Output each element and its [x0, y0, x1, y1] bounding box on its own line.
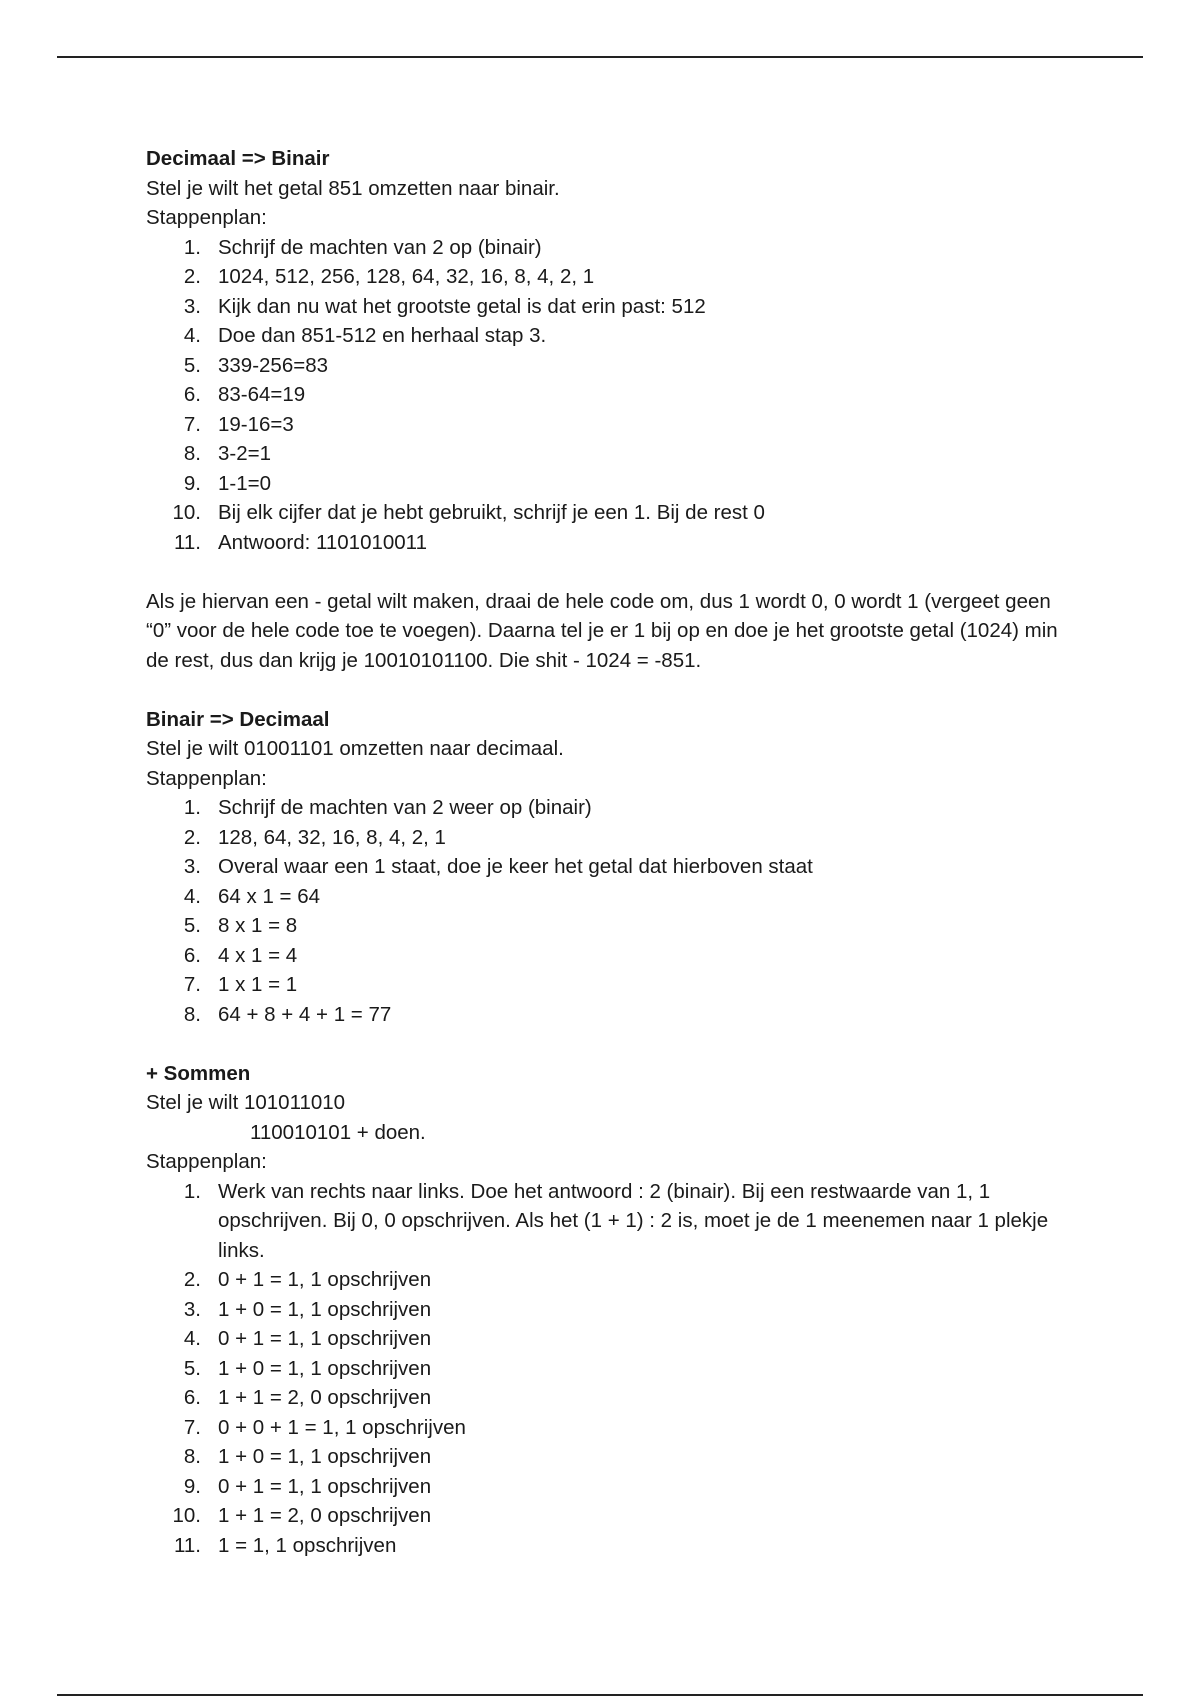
list-item	[146, 1354, 1076, 1384]
list-text: 3-2=1	[218, 442, 272, 465]
list-text: 0 + 0 + 1 = 1, 1 opschrijven	[218, 1415, 466, 1439]
list-number: 1.	[183, 796, 201, 819]
steps-label: Stappenplan:	[146, 766, 267, 790]
list-item	[146, 1000, 1076, 1030]
list-item	[146, 823, 1076, 853]
list-text: 83-64=19	[218, 383, 306, 406]
list-number: 11.	[174, 530, 201, 554]
steps-label: Stappenplan:	[146, 206, 267, 229]
list-number: 3.	[183, 855, 201, 878]
list-text: 0 + 1 = 1, 1 opschrijven	[218, 1268, 432, 1291]
list-number: 6.	[183, 383, 201, 406]
list-number: 5.	[183, 914, 201, 937]
list-number: 8.	[183, 1445, 201, 1468]
list-number: 4.	[183, 1327, 201, 1350]
list-item	[146, 1383, 1076, 1413]
list-number: 5.	[183, 353, 201, 377]
list-number: 4.	[183, 884, 201, 908]
list-number: 3.	[183, 294, 201, 318]
list-text: 1 + 0 = 1, 1 opschrijven	[218, 1297, 432, 1321]
list-text: Bij elk cijfer dat je hebt gebruikt, schrijf je een 1. Bij de rest 0	[218, 501, 765, 524]
list-item	[146, 351, 1076, 381]
spacer	[146, 675, 1076, 705]
list-number: 1.	[183, 1179, 201, 1203]
list-text: 64 x 1 = 64	[218, 884, 321, 908]
list-item	[146, 1324, 1076, 1354]
list-text: Antwoord: 1101010011	[218, 530, 427, 554]
steps-list-binary-to-decimal	[146, 793, 1076, 1029]
list-item	[146, 439, 1076, 469]
steps-list-addition	[146, 1177, 1076, 1561]
list-number: 10.	[172, 501, 201, 524]
section-intro: Stel je wilt het getal 851 omzetten naar binair.	[146, 176, 560, 200]
list-text: 19-16=3	[218, 412, 294, 436]
list-item	[146, 793, 1076, 823]
list-number: 7.	[183, 973, 201, 996]
list-item	[146, 498, 1076, 528]
list-number: 1.	[183, 235, 201, 259]
section-heading-addition: + Sommen	[146, 1061, 251, 1085]
list-number: 10.	[172, 1504, 201, 1527]
section-intro-line-1: Stel je wilt 101011010	[146, 1091, 346, 1114]
list-number: 8.	[183, 1002, 201, 1026]
spacer	[146, 557, 1076, 587]
list-item	[146, 1413, 1076, 1443]
header-rule	[57, 56, 1143, 58]
list-number: 2.	[183, 1268, 201, 1291]
list-item	[146, 233, 1076, 263]
list-text: Schrijf de machten van 2 op (binair)	[218, 235, 542, 259]
list-text: 1 + 0 = 1, 1 opschrijven	[218, 1356, 432, 1380]
steps-list-decimal-to-binary	[146, 233, 1076, 558]
list-item	[146, 911, 1076, 941]
list-text: 1 x 1 = 1	[218, 973, 298, 996]
list-item	[146, 292, 1076, 322]
section-intro: Stel je wilt 01001101 omzetten naar decimaal.	[146, 737, 564, 760]
list-text: 0 + 1 = 1, 1 opschrijven	[218, 1327, 432, 1350]
list-number: 6.	[183, 943, 201, 967]
list-item	[146, 882, 1076, 912]
list-number: 11.	[174, 1533, 201, 1557]
list-item	[146, 528, 1076, 558]
list-item	[146, 1295, 1076, 1325]
list-item	[146, 852, 1076, 882]
list-text: Doe dan 851-512 en herhaal stap 3.	[218, 324, 547, 347]
list-text: 64 + 8 + 4 + 1 = 77	[218, 1002, 392, 1026]
list-text: Kijk dan nu wat het grootste getal is dat erin past: 512	[218, 294, 706, 318]
list-text: 1 = 1, 1 opschrijven	[218, 1533, 397, 1557]
steps-label: Stappenplan:	[146, 1150, 267, 1173]
list-text: 1024, 512, 256, 128, 64, 32, 16, 8, 4, 2, 1	[218, 265, 595, 288]
list-item	[146, 1501, 1076, 1531]
list-text: 339-256=83	[218, 353, 329, 377]
list-item	[146, 1177, 1076, 1266]
list-item	[146, 321, 1076, 351]
list-item	[146, 262, 1076, 292]
list-item	[146, 410, 1076, 440]
list-text: 0 + 1 = 1, 1 opschrijven	[218, 1474, 432, 1498]
list-text: Werk van rechts naar links. Doe het antwoord : 2 (binair). Bij een restwaarde van 1, 1 opschrijven. Bij 0, 0 opschrijven. Als het (1 + 1) : 2 is, moet je de 1 meenemen naar 1 plekje links.	[218, 1179, 1049, 1262]
list-number: 5.	[183, 1356, 201, 1380]
list-number: 7.	[183, 412, 201, 436]
list-text: 1 + 0 = 1, 1 opschrijven	[218, 1445, 432, 1468]
list-number: 8.	[183, 442, 201, 465]
footer-rule	[57, 1694, 1143, 1696]
list-item	[146, 1472, 1076, 1502]
list-item	[146, 1265, 1076, 1295]
list-text: 4 x 1 = 4	[218, 943, 298, 967]
section-intro-line-2: 110010101 + doen.	[250, 1120, 426, 1144]
negative-number-note: Als je hiervan een - getal wilt maken, draai de hele code om, dus 1 wordt 0, 0 wordt 1 (vergeet geen “0” voor de hele code toe te voegen). Daarna tel je er 1 bij op en doe je het grootste getal (1024) min de rest, dus dan krijg je 10010101100. Die shit - 1024 = -851.	[146, 589, 1058, 672]
list-text: Schrijf de machten van 2 weer op (binair)	[218, 796, 592, 819]
list-number: 2.	[183, 825, 201, 849]
list-text: 8 x 1 = 8	[218, 914, 298, 937]
list-number: 3.	[183, 1297, 201, 1321]
document-body	[146, 144, 1076, 1560]
list-text: 128, 64, 32, 16, 8, 4, 2, 1	[218, 825, 446, 849]
list-number: 7.	[183, 1415, 201, 1439]
section-heading-decimal-to-binary: Decimaal => Binair	[146, 147, 330, 170]
section-heading-binary-to-decimal: Binair => Decimaal	[146, 707, 330, 731]
list-number: 9.	[183, 471, 201, 495]
list-number: 4.	[183, 324, 201, 347]
list-item	[146, 380, 1076, 410]
list-item	[146, 941, 1076, 971]
list-number: 2.	[183, 265, 201, 288]
list-text: 1-1=0	[218, 471, 272, 495]
list-item	[146, 970, 1076, 1000]
list-number: 6.	[183, 1386, 201, 1409]
list-number: 9.	[183, 1474, 201, 1498]
list-item	[146, 1442, 1076, 1472]
spacer	[146, 1029, 1076, 1059]
list-text: 1 + 1 = 2, 0 opschrijven	[218, 1386, 432, 1409]
list-item	[146, 469, 1076, 499]
list-item	[146, 1531, 1076, 1561]
list-text: 1 + 1 = 2, 0 opschrijven	[218, 1504, 432, 1527]
list-text: Overal waar een 1 staat, doe je keer het getal dat hierboven staat	[218, 855, 813, 878]
